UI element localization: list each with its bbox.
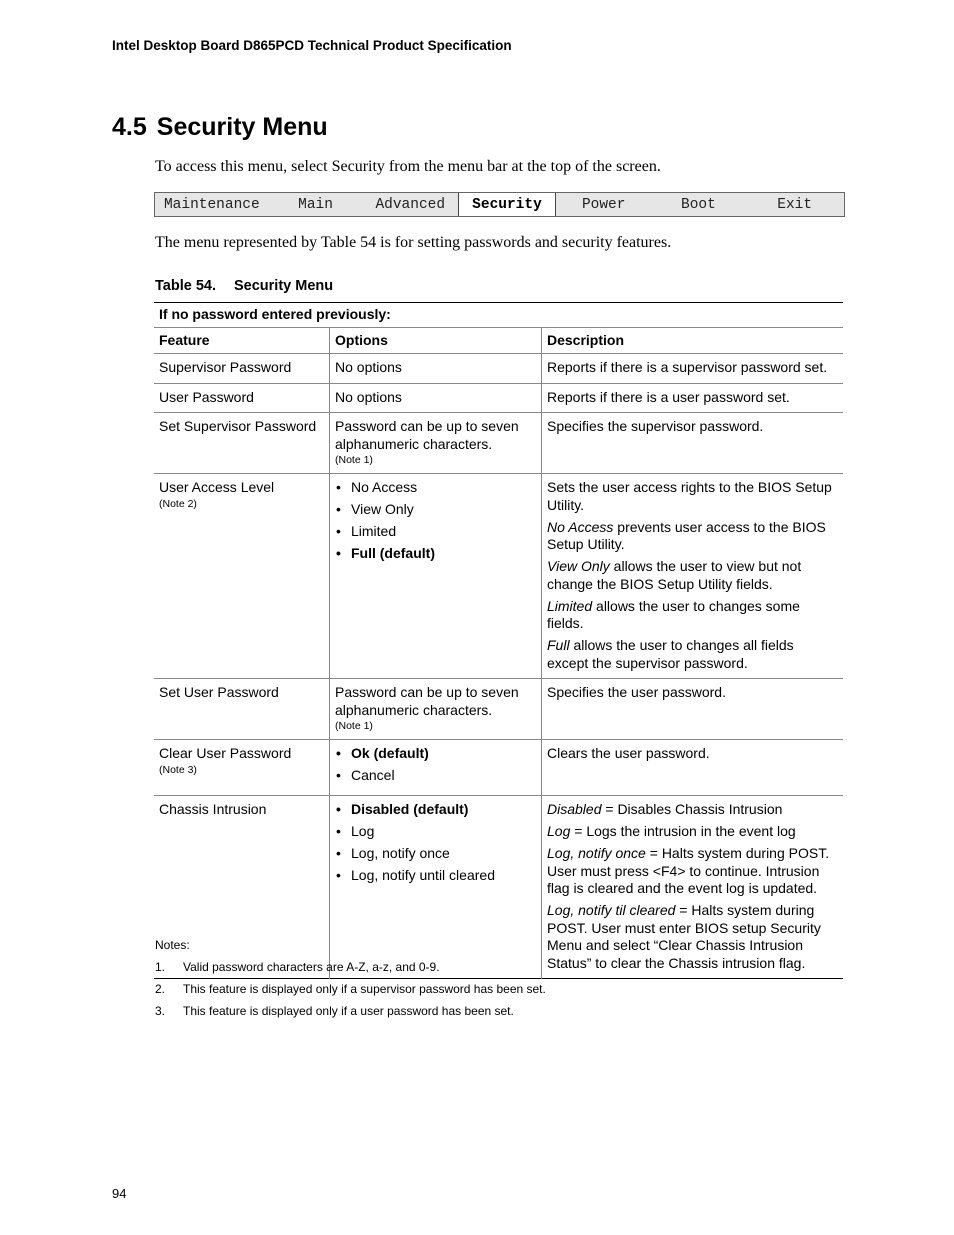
feature-cell — [154, 679, 330, 740]
option-item: • Log, notify until cleared — [335, 867, 536, 885]
option-item: • Disabled (default) — [335, 801, 536, 819]
description-text: Specifies the user password. — [547, 684, 726, 700]
description-cell — [542, 383, 844, 413]
options-cell — [330, 679, 542, 740]
menu-tab-boot: Boot — [681, 196, 716, 213]
description-text: Sets the user access rights to the BIOS Setup Utility. — [547, 479, 832, 513]
description-paragraph — [547, 389, 838, 407]
note-number: 2. — [155, 982, 166, 996]
description-text: Specifies the supervisor password. — [547, 418, 764, 434]
section-title-text: Security Menu — [156, 113, 328, 141]
options-list — [335, 801, 536, 885]
option-item: • Limited — [335, 523, 536, 541]
description-paragraph — [547, 418, 838, 436]
security-menu-table — [154, 302, 843, 979]
column-header-options: Options — [330, 327, 542, 354]
notes — [155, 938, 546, 1026]
table-title: Security Menu — [233, 278, 334, 294]
description-term: View Only — [547, 558, 610, 574]
feature-name: Supervisor Password — [159, 359, 292, 375]
column-header-feature: Feature — [154, 327, 330, 354]
description-text: = Logs the intrusion in the event log — [570, 823, 796, 839]
description-paragraph — [547, 902, 838, 972]
description-term: Limited — [547, 597, 593, 614]
description-term: Log, notify once — [547, 845, 646, 861]
option-item: • Ok (default) — [335, 745, 536, 763]
description-cell — [542, 796, 844, 979]
options-cell — [330, 413, 542, 474]
option-item: • Log — [335, 823, 536, 841]
notes-heading: Notes: — [155, 938, 190, 952]
description-paragraph — [547, 359, 838, 377]
feature-cell — [154, 383, 330, 413]
feature-cell — [154, 740, 330, 796]
option-item: • Full (default) — [335, 545, 536, 563]
table-row — [154, 474, 843, 679]
description-cell — [542, 679, 844, 740]
intro-text: To access this menu, select Security from the menu bar at the top of the screen. — [155, 158, 661, 175]
description-paragraph — [547, 637, 838, 672]
description-paragraph — [547, 845, 838, 898]
option-item: • No Access — [335, 479, 536, 497]
note-text: This feature is displayed only if a supervisor password has been set. — [183, 982, 546, 996]
running-header: Intel Desktop Board D865PCD Technical Product Specification — [112, 38, 512, 53]
option-item: • Log, notify once — [335, 845, 536, 863]
bios-menu-bar — [154, 192, 845, 217]
table-row — [154, 383, 843, 413]
description-paragraph — [547, 558, 838, 593]
options-text: Password can be up to seven alphanumeric characters. — [335, 684, 519, 718]
feature-name: Clear User Password — [159, 745, 292, 761]
description-text: = Disables Chassis Intrusion — [601, 801, 783, 817]
menu-tab-power: Power — [581, 196, 626, 213]
options-list — [335, 479, 536, 563]
note-text: This feature is displayed only if a user password has been set. — [183, 1004, 514, 1018]
options-list — [335, 745, 536, 785]
note-number: 1. — [155, 960, 166, 974]
feature-note: (Note 3) — [159, 763, 197, 776]
table-row — [154, 413, 843, 474]
table-condition: If no password entered previously: — [154, 303, 843, 328]
menu-tab-main: Main — [298, 196, 333, 213]
note-item — [155, 1004, 546, 1018]
table-row — [154, 740, 843, 796]
description-paragraph — [547, 479, 838, 514]
description-term: No Access — [547, 518, 614, 535]
description-text: allows the user to changes some fields. — [547, 597, 800, 631]
description-term: Log, notify til cleared — [547, 902, 676, 918]
feature-name: Chassis Intrusion — [159, 801, 267, 817]
description-text: prevents user access to the BIOS Setup Utility. — [547, 518, 826, 552]
table-number: Table 54. — [155, 278, 216, 294]
feature-name: User Password — [159, 388, 254, 405]
note-item — [155, 960, 546, 974]
description-term: Disabled — [547, 801, 602, 817]
note-text: Valid password characters are A-Z, a-z, and 0-9. — [183, 960, 440, 974]
options-text: No options — [335, 359, 402, 375]
description-term: Full — [547, 637, 570, 653]
description-paragraph — [547, 519, 838, 554]
feature-note: (Note 2) — [159, 497, 197, 510]
description-text: Clears the user password. — [547, 745, 710, 761]
option-item: • View Only — [335, 501, 536, 519]
note-item — [155, 982, 546, 996]
feature-cell — [154, 413, 330, 474]
description-paragraph — [547, 598, 838, 633]
description-paragraph — [547, 745, 838, 763]
options-cell — [330, 354, 542, 384]
menu-tab-security: Security — [458, 193, 556, 216]
description-term: Log — [547, 823, 571, 839]
table-row — [154, 354, 843, 384]
feature-name: Set User Password — [159, 684, 279, 700]
description-text: = Halts system during POST. User must enter BIOS setup Security Menu and select “Clear Chassis Intrusion Status” to clear the Chassis intrusion flag. — [547, 902, 821, 971]
feature-name: User Access Level — [159, 479, 275, 495]
column-header-description: Description — [547, 331, 625, 348]
option-item: • Cancel — [335, 767, 536, 785]
feature-cell — [154, 474, 330, 679]
description-cell — [542, 740, 844, 796]
description-paragraph — [547, 801, 838, 819]
note-number: 3. — [155, 1004, 166, 1018]
options-text: Password can be up to seven alphanumeric characters. — [335, 418, 519, 452]
table-header-row — [154, 327, 843, 354]
table-condition-row — [154, 303, 843, 328]
table-caption — [155, 278, 333, 294]
description-cell — [542, 413, 844, 474]
menu-tab-advanced: Advanced — [375, 196, 446, 213]
description-paragraph — [547, 684, 838, 702]
section-number: 4.5 — [112, 113, 147, 141]
menu-tab-maintenance: Maintenance — [163, 196, 260, 213]
description-text: allows the user to changes all fields except the supervisor password. — [547, 637, 794, 671]
options-text: No options — [335, 388, 402, 405]
page-number: 94 — [112, 1186, 127, 1201]
menu-tab-exit: Exit — [777, 196, 813, 213]
table-reference-text: The menu represented by Table 54 is for setting passwords and security features. — [155, 234, 672, 251]
options-cell — [330, 474, 542, 679]
feature-cell — [154, 354, 330, 384]
section-title — [112, 113, 328, 142]
table-row — [154, 679, 843, 740]
description-cell — [542, 354, 844, 384]
description-cell — [542, 474, 844, 679]
options-note: (Note 1) — [335, 720, 373, 732]
options-cell — [330, 383, 542, 413]
description-paragraph — [547, 823, 838, 841]
description-text: Reports if there is a user password set. — [547, 388, 790, 405]
description-text: = Halts system during POST. User must press <F4> to continue. Intrusion flag is cleared and the event log is updated. — [547, 845, 830, 896]
options-cell — [330, 740, 542, 796]
options-note: (Note 1) — [335, 454, 373, 466]
feature-name: Set Supervisor Password — [159, 418, 317, 434]
description-text: Reports if there is a supervisor password set. — [547, 359, 828, 375]
description-text: allows the user to view but not change the BIOS Setup Utility fields. — [547, 558, 802, 592]
